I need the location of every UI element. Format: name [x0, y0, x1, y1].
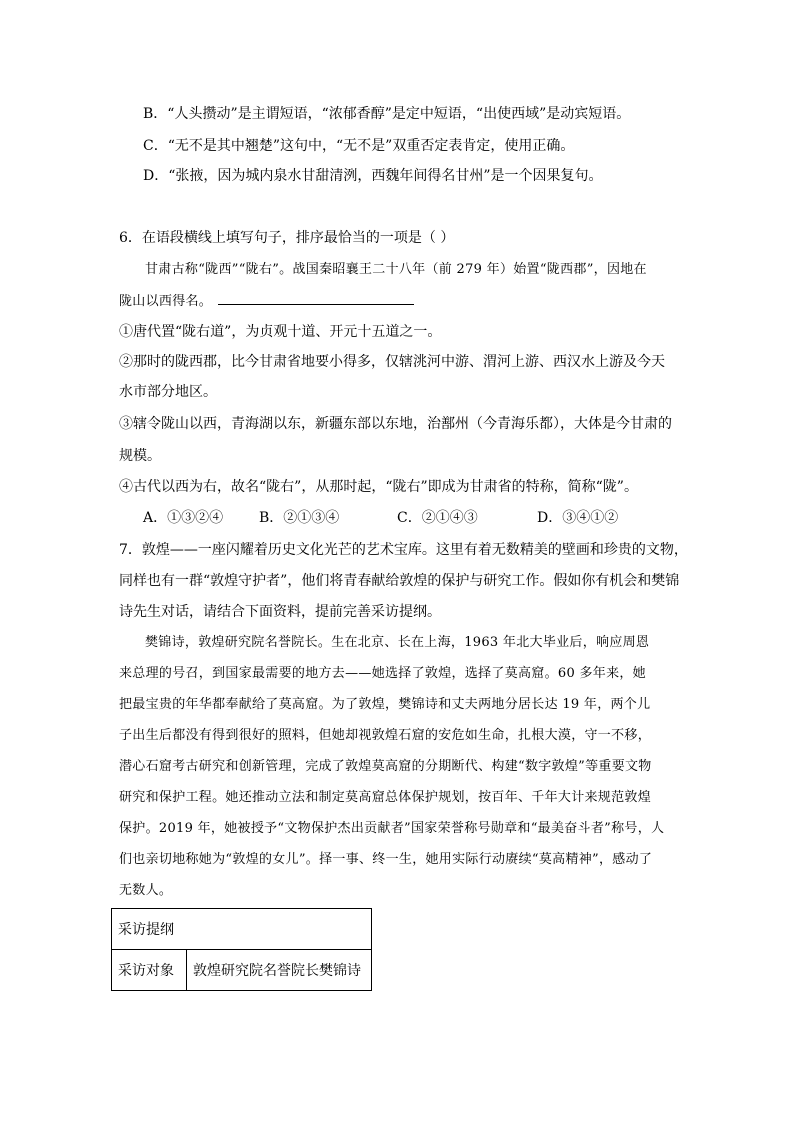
q6-sentence-3-line2: 规模。: [119, 448, 161, 464]
q7-material-line: 无数人。: [119, 883, 173, 898]
q6-answer-blank[interactable]: [218, 290, 414, 305]
q6-option-a: A．①③②④: [143, 510, 224, 526]
q6-option-c: C．②①④③: [397, 510, 478, 526]
interview-outline-table: [111, 908, 372, 991]
q7-material-line: 保护。2019 年，她被授予“文物保护杰出贡献者”国家荣誉称号勋章和“最美奋斗者”称号，人: [119, 821, 665, 836]
q7-material-line: 们也亲切地称她为“敦煌的女儿”。择一事、终一生，她用实际行动赓续“莫高精神”，感动了: [119, 852, 653, 867]
q7-material-line: 潜心石窟考古研究和创新管理，完成了敦煌莫高窟的分期断代、构建“数字敦煌”等重要文物: [119, 759, 652, 774]
q6-option-d: D．③④①②: [537, 510, 619, 526]
outline-title: 采访提纲: [112, 909, 372, 950]
q6-passage-line2-text: 陇山以西得名。: [119, 294, 213, 309]
q7-stem-line1: 7．敦煌——一座闪耀着历史文化光芒的艺术宝库。这里有着无数精美的壁画和珍贵的文物，: [119, 542, 688, 558]
q7-stem-line2: 同样也有一群“敦煌守护者”，他们将青春献给敦煌的保护与研究工作。假如你有机会和樊锦: [119, 573, 680, 589]
table-row: [112, 909, 372, 950]
q5-option-b: B．“人头攒动”是主谓短语，“浓郁香醇”是定中短语，“出使西域”是动宾短语。: [143, 106, 631, 122]
q7-material-line: 把最宝贵的年华都奉献给了莫高窟。为了敦煌，樊锦诗和丈夫两地分居长达 19 年，两个儿: [119, 697, 651, 712]
q7-material-line: 樊锦诗，敦煌研究院名誉院长。生在北京、长在上海，1963 年北大毕业后，响应周恩: [145, 635, 650, 650]
q5-option-c: C．“无不是其中翘楚”这句中，“无不是”双重否定表肯定，使用正确。: [143, 138, 575, 154]
q6-sentence-2-line1: ②那时的陇西郡，比今甘肃省地要小得多，仅辖洮河中游、渭河上游、西汉水上游及今天: [119, 354, 665, 370]
table-row: [112, 950, 372, 991]
q7-material-line: 研究和保护工程。她还推动立法和制定莫高窟总体保护规划，按百年、千年大计来规范敦煌: [119, 790, 652, 805]
q6-sentence-3-line1: ③辖令陇山以西，青海湖以东，新疆东部以东地，治鄯州（今青海乐都），大体是今甘肃的: [119, 416, 672, 432]
q6-sentence-1: ①唐代置“陇右道”，为贞观十道、开元十五道之一。: [119, 324, 442, 340]
q6-sentence-4: ④古代以西为右，故名“陇右”，从那时起，“陇右”即成为甘肃省的特称，简称“陇”。: [119, 479, 638, 495]
q6-stem: 6．在语段横线上填写句子，排序最恰当的一项是（ ）: [119, 230, 455, 246]
q7-material-line: 来总理的号召，到国家最需要的地方去——她选择了敦煌，选择了莫高窟。60 多年来，她: [119, 666, 646, 681]
outline-label-interviewee: 采访对象: [112, 950, 187, 991]
q6-sentence-2-line2: 水市部分地区。: [119, 384, 217, 400]
q6-passage-line2: [119, 290, 414, 312]
q6-passage-line1: 甘肃古称“陇西”“陇右”。战国秦昭襄王二十八年（前 279 年）始置“陇西郡”，因地在: [145, 262, 647, 277]
outline-value-interviewee: 敦煌研究院名誉院长樊锦诗: [187, 950, 372, 991]
q6-option-b: B．②①③④: [259, 510, 340, 526]
q7-material-line: 子出生后都没有得到很好的照料，但她却视敦煌石窟的安危如生命，扎根大漠，守一不移，: [119, 728, 652, 743]
q5-option-d: D．“张掖，因为城内泉水甘甜清洌，西魏年间得名甘州”是一个因果复句。: [143, 168, 603, 184]
q7-stem-line3: 诗先生对话，请结合下面资料，提前完善采访提纲。: [119, 604, 441, 620]
